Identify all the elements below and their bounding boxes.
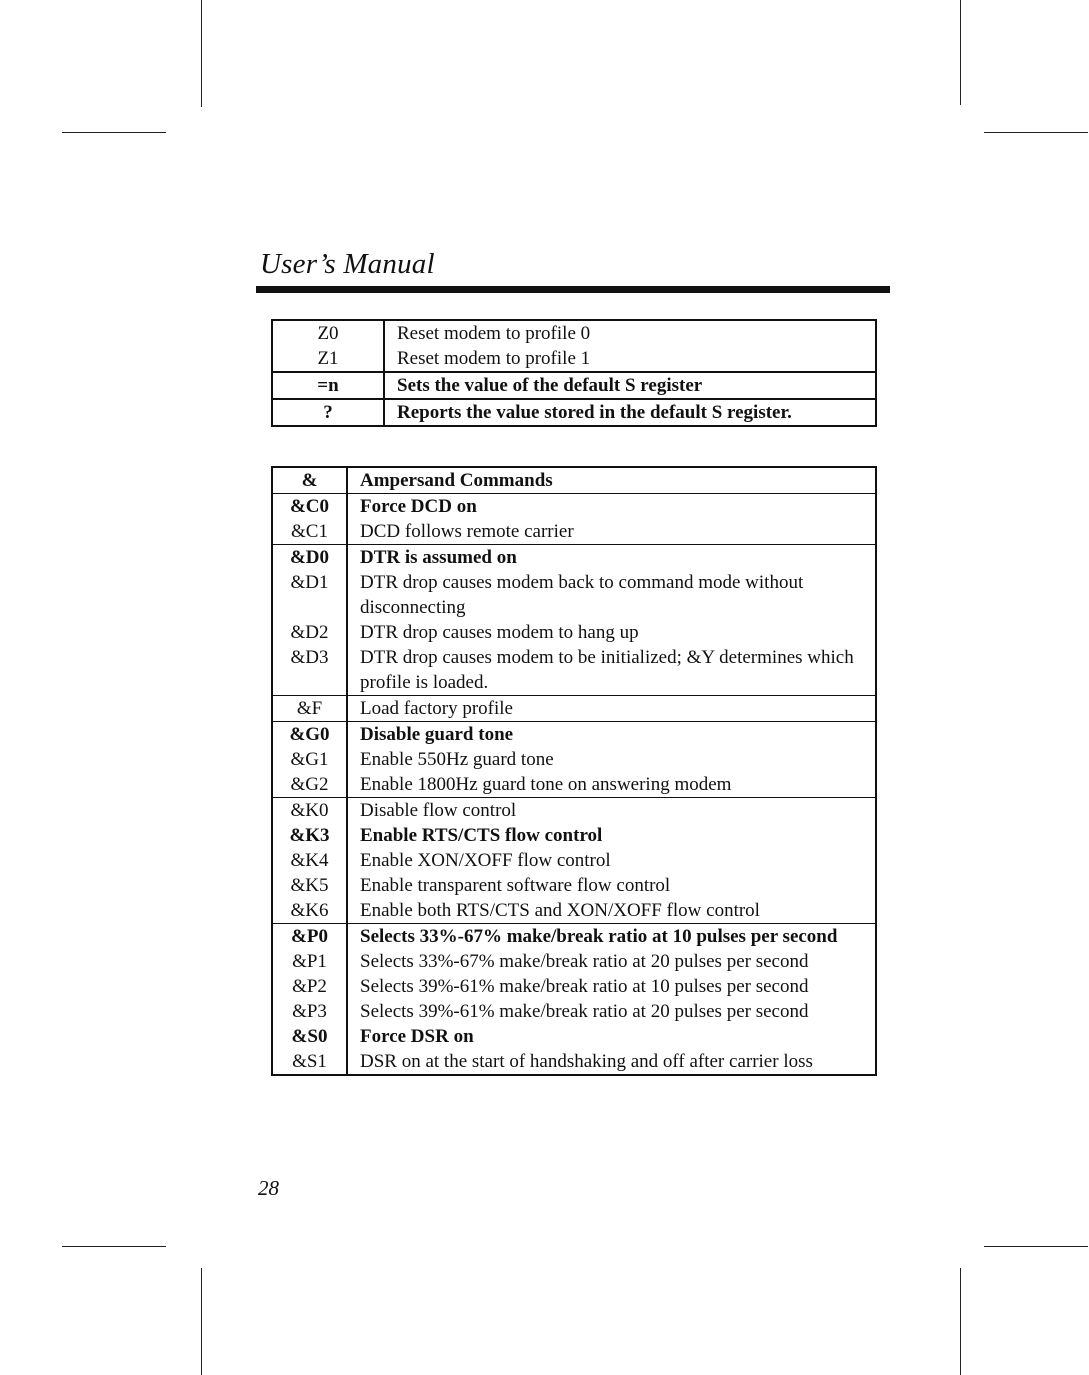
table-row — [272, 1049, 876, 1075]
command-code: &G1 — [272, 747, 347, 772]
crop-mark-bottom-right — [960, 1268, 961, 1375]
table-row — [272, 320, 876, 346]
command-code: &D0 — [272, 545, 347, 571]
command-description: DCD follows remote carrier — [360, 521, 574, 542]
table-row — [272, 399, 876, 426]
command-description: Enable both RTS/CTS and XON/XOFF flow control — [360, 900, 760, 921]
command-code: &P1 — [272, 949, 347, 974]
command-code: &K6 — [272, 898, 347, 924]
command-code: &K4 — [272, 848, 347, 873]
command-description: DTR drop causes modem to be initialized; &Y determines which profile is loaded. — [360, 647, 854, 693]
command-description: Disable flow control — [347, 798, 876, 824]
table-row — [272, 620, 876, 645]
title-rule — [256, 286, 890, 293]
crop-mark-top-right — [960, 0, 961, 105]
command-code: &F — [272, 696, 347, 722]
command-description: DTR drop causes modem back to command mode without disconnecting — [360, 572, 804, 618]
table-row — [272, 924, 876, 950]
command-description: Reset modem to profile 1 — [397, 348, 591, 369]
command-code: &P0 — [272, 924, 347, 950]
command-description: Ampersand Commands — [360, 470, 553, 491]
command-code: &D1 — [272, 570, 347, 620]
table-row — [272, 696, 876, 722]
table-row — [272, 823, 876, 848]
command-description: Enable transparent software flow control — [360, 875, 671, 896]
command-description: Enable XON/XOFF flow control — [360, 850, 611, 871]
crop-mark-bottom-left-h — [62, 1246, 166, 1247]
command-table-1 — [271, 319, 877, 427]
table-row — [272, 949, 876, 974]
command-code: =n — [272, 372, 384, 399]
table-row — [272, 722, 876, 748]
page-title: User’s Manual — [260, 248, 435, 280]
table-row — [272, 645, 876, 696]
table-row — [272, 346, 876, 372]
command-description: Sets the value of the default S register — [384, 372, 876, 399]
command-code: &K5 — [272, 873, 347, 898]
command-description: Disable guard tone — [347, 722, 876, 748]
table-row — [272, 772, 876, 798]
command-code: &P3 — [272, 999, 347, 1024]
command-description: Enable 1800Hz guard tone on answering modem — [360, 774, 732, 795]
command-code: &C0 — [272, 494, 347, 520]
crop-mark-top-left-h — [62, 132, 166, 133]
command-code: &S0 — [272, 1024, 347, 1049]
command-code: &S1 — [272, 1049, 347, 1075]
table-row — [272, 545, 876, 571]
crop-mark-top-left — [201, 0, 202, 107]
command-code: Z1 — [272, 346, 384, 372]
command-code: &K0 — [272, 798, 347, 824]
command-code: &G0 — [272, 722, 347, 748]
command-code: Z0 — [272, 320, 384, 346]
command-code: & — [272, 467, 347, 494]
table-row — [272, 798, 876, 824]
command-description: Reset modem to profile 0 — [397, 323, 591, 344]
command-code: &D2 — [272, 620, 347, 645]
command-description: Force DCD on — [347, 494, 876, 520]
command-code: ? — [272, 399, 384, 426]
command-code: &P2 — [272, 974, 347, 999]
crop-mark-bottom-left — [201, 1268, 202, 1375]
command-description: Selects 33%-67% make/break ratio at 20 pulses per second — [360, 951, 809, 972]
table-row — [272, 974, 876, 999]
table-row — [272, 570, 876, 620]
command-code: &K3 — [272, 823, 347, 848]
crop-mark-bottom-right-h — [984, 1246, 1088, 1247]
command-description: Enable RTS/CTS flow control — [360, 825, 603, 846]
command-description: Selects 33%-67% make/break ratio at 10 pulses per second — [347, 924, 876, 950]
page-number: 28 — [258, 1176, 279, 1200]
table-row — [272, 999, 876, 1024]
table-row — [272, 848, 876, 873]
table-row — [272, 467, 876, 494]
command-description: Selects 39%-61% make/break ratio at 20 pulses per second — [360, 1001, 809, 1022]
command-code: &G2 — [272, 772, 347, 798]
command-description: DTR is assumed on — [347, 545, 876, 571]
table-row — [272, 494, 876, 520]
table-row — [272, 873, 876, 898]
command-description: Enable 550Hz guard tone — [360, 749, 554, 770]
command-code: &D3 — [272, 645, 347, 696]
table-row — [272, 519, 876, 545]
table-row — [272, 747, 876, 772]
command-description: Reports the value stored in the default S register. — [384, 399, 876, 426]
command-table-ampersand — [271, 466, 877, 1076]
table-row — [272, 372, 876, 399]
command-description: Selects 39%-61% make/break ratio at 10 pulses per second — [360, 976, 809, 997]
table-row — [272, 898, 876, 924]
command-description: DSR on at the start of handshaking and off after carrier loss — [360, 1051, 813, 1072]
table-row — [272, 1024, 876, 1049]
command-description: Load factory profile — [347, 696, 876, 722]
crop-mark-top-right-h — [984, 132, 1088, 133]
command-description: DTR drop causes modem to hang up — [360, 622, 639, 643]
command-description: Force DSR on — [360, 1026, 474, 1047]
command-code: &C1 — [272, 519, 347, 545]
